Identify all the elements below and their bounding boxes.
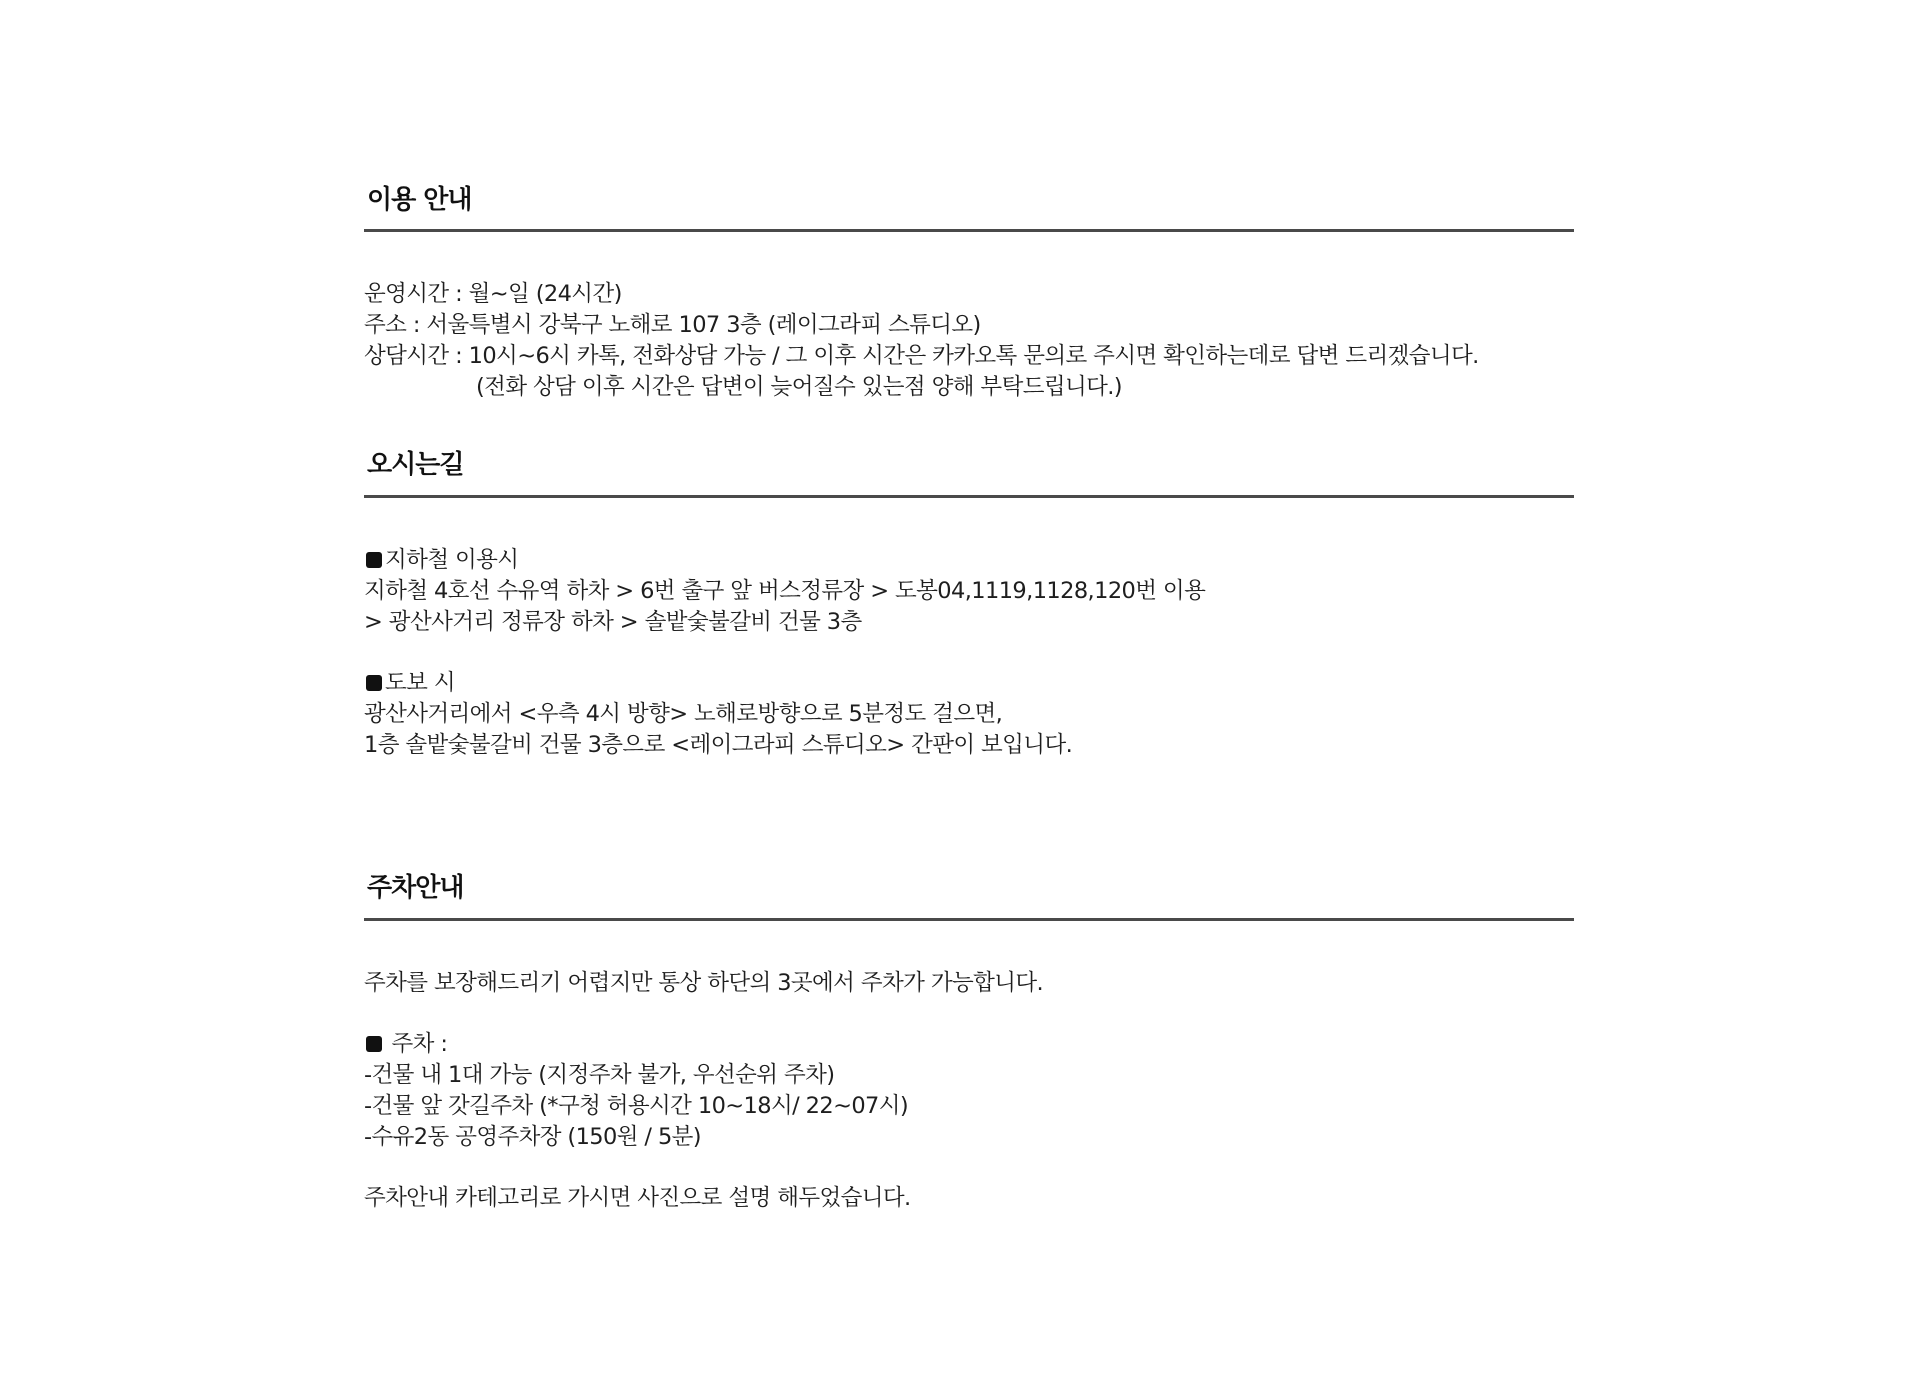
- parking-option-public-lot: -수유2동 공영주차장 (150원 / 5분): [364, 1124, 701, 1150]
- parking-heading: [364, 1029, 447, 1059]
- subway-route-line-1: 지하철 4호선 수유역 하차 > 6번 출구 앞 버스정류장 > 도봉04,1119,1128,120번 이용: [364, 578, 1206, 604]
- usage-consult-hours: 상담시간 : 10시~6시 카톡, 전화상담 가능 / 그 이후 시간은 카카오톡 문의로 주시면 확인하는데로 답변 드리겠습니다.: [364, 343, 1479, 369]
- square-bullet-icon: [366, 1036, 382, 1052]
- parking-section: [364, 864, 1574, 1224]
- walk-route-line-2: 1층 솔밭숯불갈비 건물 3층으로 <레이그라피 스튜디오> 간판이 보입니다.: [364, 732, 1073, 758]
- subway-heading: [364, 545, 518, 575]
- directions-divider: [364, 495, 1574, 498]
- parking-title: 주차안내: [367, 873, 464, 903]
- subway-heading-label: 지하철 이용시: [385, 547, 519, 573]
- usage-section: [364, 175, 1574, 415]
- usage-address: 주소 : 서울특별시 강북구 노해로 107 3층 (레이그라피 스튜디오): [364, 312, 981, 338]
- parking-option-roadside: -건물 앞 갓길주차 (*구청 허용시간 10~18시/ 22~07시): [364, 1093, 909, 1119]
- parking-divider: [364, 918, 1574, 921]
- walk-route-line-1: 광산사거리에서 <우측 4시 방향> 노해로방향으로 5분정도 걸으면,: [364, 701, 1003, 727]
- usage-divider: [364, 229, 1574, 232]
- square-bullet-icon: [366, 552, 382, 568]
- walk-heading: [364, 668, 455, 698]
- parking-intro: 주차를 보장해드리기 어렵지만 통상 하단의 3곳에서 주차가 가능합니다.: [364, 970, 1044, 996]
- square-bullet-icon: [366, 675, 382, 691]
- subway-route-line-2: > 광산사거리 정류장 하차 > 솔밭숯불갈비 건물 3층: [364, 609, 862, 635]
- parking-heading-label: 주차 :: [385, 1031, 448, 1057]
- usage-consult-note: (전화 상담 이후 시간은 답변이 늦어질수 있는점 양해 부탁드립니다.): [476, 374, 1122, 400]
- directions-section: [364, 441, 1574, 771]
- parking-footer-note: 주차안내 카테고리로 가시면 사진으로 설명 해두었습니다.: [364, 1185, 911, 1211]
- walk-heading-label: 도보 시: [385, 670, 455, 696]
- usage-hours: 운영시간 : 월~일 (24시간): [364, 281, 622, 307]
- usage-title: 이용 안내: [367, 185, 472, 215]
- parking-option-building: -건물 내 1대 가능 (지정주차 불가, 우선순위 주차): [364, 1062, 835, 1088]
- directions-title: 오시는길: [367, 450, 464, 480]
